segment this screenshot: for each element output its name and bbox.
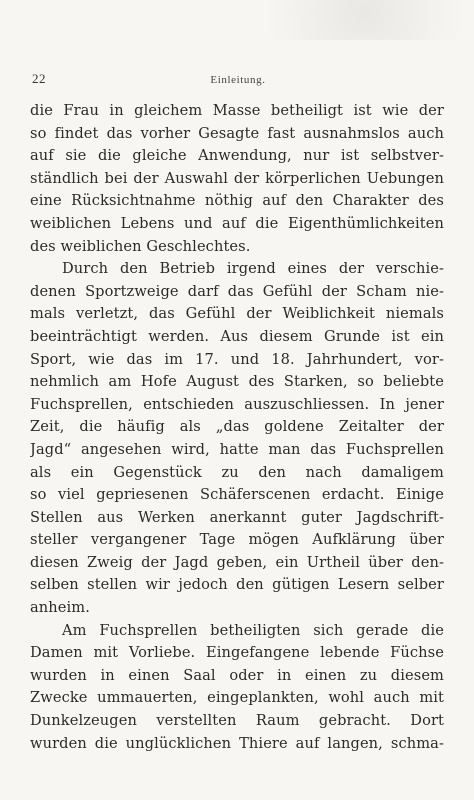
text-line: Dunkelzeugen verstellten Raum gebracht. Dort (30, 712, 444, 730)
text-line: Zwecke ummauerten, eingeplankten, wohl auch mit (30, 689, 444, 707)
running-head: Einleitung. (210, 74, 266, 86)
text-line: als ein Gegenstück zu den nach damaligem (30, 463, 444, 481)
text-line: eine Rücksichtnahme nöthig auf den Charakter des (30, 192, 444, 210)
text-line: Sport, wie das im 17. und 18. Jahrhundert, vor- (30, 350, 444, 368)
text-line: auf sie die gleiche Anwendung, nur ist selbstver- (30, 147, 444, 165)
text-line: Stellen aus Werken anerkannt guter Jagdschrift- (30, 508, 444, 526)
paragraph (30, 620, 444, 756)
text-line: so viel gepriesenen Schäferscenen erdacht. Einige (30, 486, 444, 504)
text-line: nehmlich am Hofe August des Starken, so beliebte (30, 373, 444, 391)
text-line: wurden in einen Saal oder in einen zu diesem (30, 666, 444, 684)
text-line: weiblichen Lebens und auf die Eigenthümlichkeiten (30, 214, 444, 232)
text-line: Fuchsprellen, entschieden auszuschliessen. In jener (30, 395, 444, 413)
text-line: die Frau in gleichem Masse betheiligt ist wie der (30, 102, 444, 119)
text-line: diesen Zweig der Jagd geben, ein Urtheil über den- (30, 553, 444, 571)
text-line: denen Sportzweige darf das Gefühl der Scham nie- (30, 282, 444, 300)
page-header (32, 68, 444, 86)
text-line: ständlich bei der Auswahl der körperlichen Uebungen (30, 169, 444, 187)
text-line: Damen mit Vorliebe. Eingefangene lebende Füchse (30, 644, 444, 662)
paragraph (30, 100, 444, 258)
text-line: so findet das vorher Gesagte fast ausnahmslos auch (30, 124, 444, 142)
text-line: mals verletzt, das Gefühl der Weiblichkeit niemals (30, 305, 444, 323)
text-line: des weiblichen Geschlechtes. (30, 237, 251, 255)
text-line: Am Fuchsprellen betheiligten sich gerade die (62, 621, 444, 639)
text-line: Zeit, die häufig als „das goldene Zeitalter der (30, 418, 444, 436)
text-line: Durch den Betrieb irgend eines der verschie- (62, 260, 444, 278)
text-line: anheim. (30, 599, 90, 617)
text-line: steller vergangener Tage mögen Aufklärung über (30, 531, 444, 549)
page-number: 22 (32, 71, 46, 86)
text-line: Jagd“ angesehen wird, hatte man das Fuchsprellen (30, 440, 444, 458)
text-line: selben stellen wir jedoch den gütigen Lesern selber (30, 576, 444, 594)
paragraph (30, 258, 444, 620)
text-line: beeinträchtigt werden. Aus diesem Grunde ist ein (30, 327, 444, 345)
paper-stain (200, 0, 474, 40)
body-text (30, 100, 444, 755)
text-line: wurden die unglücklichen Thiere auf langen, schma- (30, 734, 444, 752)
